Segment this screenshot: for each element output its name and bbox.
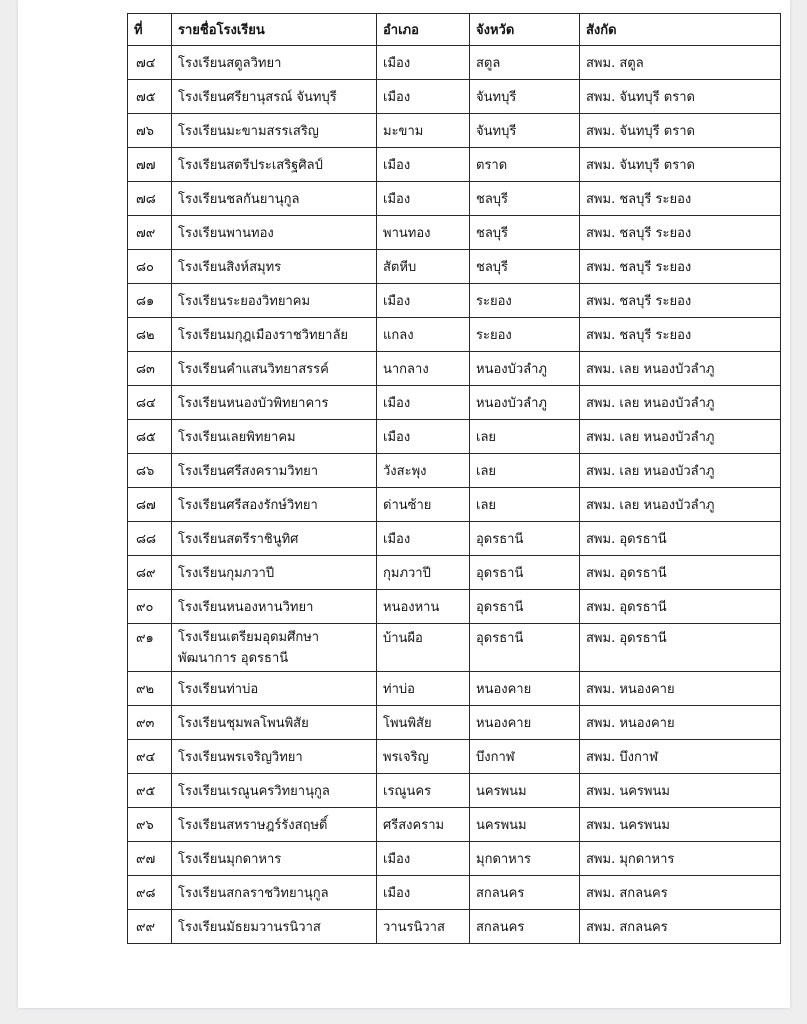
school-name-cell: โรงเรียนสหราษฎร์รังสฤษดิ์: [172, 808, 377, 842]
school-name-cell: โรงเรียนชุมพลโพนพิสัย: [172, 706, 377, 740]
table-row: [128, 80, 781, 114]
affiliation-cell: สพม. นครพนม: [580, 808, 781, 842]
district-cell: เมือง: [377, 522, 470, 556]
table-row: [128, 876, 781, 910]
district-cell: หนองหาน: [377, 590, 470, 624]
school-name-cell: โรงเรียนระยองวิทยาคม: [172, 284, 377, 318]
table-row: [128, 148, 781, 182]
row-number-cell: ๙๑: [128, 624, 172, 672]
table-row: [128, 182, 781, 216]
affiliation-cell: สพม. เลย หนองบัวลำภู: [580, 386, 781, 420]
district-cell: วังสะพุง: [377, 454, 470, 488]
affiliation-cell: สพม. อุดรธานี: [580, 624, 781, 672]
district-cell: เมือง: [377, 80, 470, 114]
affiliation-cell: สพม. สกลนคร: [580, 910, 781, 944]
affiliation-cell: สพม. อุดรธานี: [580, 522, 781, 556]
row-number-cell: ๙๘: [128, 876, 172, 910]
affiliation-cell: สพม. เลย หนองบัวลำภู: [580, 488, 781, 522]
affiliation-cell: สพม. หนองคาย: [580, 706, 781, 740]
header-province: จังหวัด: [470, 14, 580, 46]
school-table: [127, 13, 781, 944]
district-cell: เมือง: [377, 386, 470, 420]
affiliation-cell: สพม. สตูล: [580, 46, 781, 80]
province-cell: เลย: [470, 420, 580, 454]
province-cell: นครพนม: [470, 774, 580, 808]
school-name-cell: โรงเรียนพานทอง: [172, 216, 377, 250]
row-number-cell: ๙๒: [128, 672, 172, 706]
school-name-cell: โรงเรียนหนองบัวพิทยาคาร: [172, 386, 377, 420]
province-cell: หนองคาย: [470, 672, 580, 706]
table-row: [128, 624, 781, 672]
district-cell: ท่าบ่อ: [377, 672, 470, 706]
affiliation-cell: สพม. ชลบุรี ระยอง: [580, 216, 781, 250]
row-number-cell: ๘๑: [128, 284, 172, 318]
province-cell: หนองบัวลำภู: [470, 386, 580, 420]
table-row: [128, 488, 781, 522]
district-cell: บ้านผือ: [377, 624, 470, 672]
row-number-cell: ๙๙: [128, 910, 172, 944]
table-row: [128, 808, 781, 842]
table-body: [128, 46, 781, 944]
province-cell: ชลบุรี: [470, 250, 580, 284]
table-row: [128, 740, 781, 774]
affiliation-cell: สพม. เลย หนองบัวลำภู: [580, 420, 781, 454]
affiliation-cell: สพม. ชลบุรี ระยอง: [580, 284, 781, 318]
school-name-cell: โรงเรียนศรียานุสรณ์ จันทบุรี: [172, 80, 377, 114]
affiliation-cell: สพม. บึงกาฬ: [580, 740, 781, 774]
district-cell: เรณูนคร: [377, 774, 470, 808]
school-name-cell: โรงเรียนเตรียมอุดมศึกษาพัฒนาการ อุดรธานี: [172, 624, 377, 672]
table-row: [128, 774, 781, 808]
school-name-cell: โรงเรียนมัธยมวานรนิวาส: [172, 910, 377, 944]
row-number-cell: ๘๕: [128, 420, 172, 454]
table-row: [128, 522, 781, 556]
province-cell: บึงกาฬ: [470, 740, 580, 774]
table-header-row: [128, 14, 781, 46]
row-number-cell: ๘๓: [128, 352, 172, 386]
header-school: รายชื่อโรงเรียน: [172, 14, 377, 46]
row-number-cell: ๘๖: [128, 454, 172, 488]
row-number-cell: ๗๙: [128, 216, 172, 250]
school-name-cell: โรงเรียนศรีสองรักษ์วิทยา: [172, 488, 377, 522]
table-row: [128, 352, 781, 386]
district-cell: ศรีสงคราม: [377, 808, 470, 842]
row-number-cell: ๘๒: [128, 318, 172, 352]
row-number-cell: ๘๘: [128, 522, 172, 556]
province-cell: ระยอง: [470, 284, 580, 318]
school-name-cell: โรงเรียนมุกดาหาร: [172, 842, 377, 876]
affiliation-cell: สพม. ชลบุรี ระยอง: [580, 250, 781, 284]
table-row: [128, 250, 781, 284]
district-cell: โพนพิสัย: [377, 706, 470, 740]
school-name-cell: โรงเรียนพรเจริญวิทยา: [172, 740, 377, 774]
province-cell: จันทบุรี: [470, 114, 580, 148]
row-number-cell: ๙๗: [128, 842, 172, 876]
table-row: [128, 910, 781, 944]
province-cell: อุดรธานี: [470, 522, 580, 556]
province-cell: จันทบุรี: [470, 80, 580, 114]
table-row: [128, 216, 781, 250]
school-name-cell: โรงเรียนสตรีราชินูทิศ: [172, 522, 377, 556]
province-cell: หนองบัวลำภู: [470, 352, 580, 386]
province-cell: มุกดาหาร: [470, 842, 580, 876]
school-name-cell: โรงเรียนกุมภวาปี: [172, 556, 377, 590]
school-name-cell: โรงเรียนสตรีประเสริฐศิลป์: [172, 148, 377, 182]
school-name-cell: โรงเรียนเลยพิทยาคม: [172, 420, 377, 454]
table-row: [128, 114, 781, 148]
district-cell: เมือง: [377, 46, 470, 80]
header-affiliation: สังกัด: [580, 14, 781, 46]
table-row: [128, 420, 781, 454]
district-cell: สัตหีบ: [377, 250, 470, 284]
province-cell: เลย: [470, 454, 580, 488]
document-page: [18, 0, 790, 1008]
table-row: [128, 706, 781, 740]
row-number-cell: ๗๔: [128, 46, 172, 80]
school-name-cell: โรงเรียนท่าบ่อ: [172, 672, 377, 706]
row-number-cell: ๙๔: [128, 740, 172, 774]
row-number-cell: ๗๘: [128, 182, 172, 216]
district-cell: เมือง: [377, 420, 470, 454]
district-cell: ด่านซ้าย: [377, 488, 470, 522]
district-cell: พานทอง: [377, 216, 470, 250]
school-name-cell: โรงเรียนสิงห์สมุทร: [172, 250, 377, 284]
district-cell: วานรนิวาส: [377, 910, 470, 944]
row-number-cell: ๘๐: [128, 250, 172, 284]
row-number-cell: ๘๙: [128, 556, 172, 590]
school-name-cell: โรงเรียนศรีสงครามวิทยา: [172, 454, 377, 488]
affiliation-cell: สพม. ชลบุรี ระยอง: [580, 318, 781, 352]
affiliation-cell: สพม. หนองคาย: [580, 672, 781, 706]
table-row: [128, 556, 781, 590]
row-number-cell: ๙๕: [128, 774, 172, 808]
province-cell: ระยอง: [470, 318, 580, 352]
district-cell: เมือง: [377, 842, 470, 876]
affiliation-cell: สพม. นครพนม: [580, 774, 781, 808]
affiliation-cell: สพม. สกลนคร: [580, 876, 781, 910]
affiliation-cell: สพม. เลย หนองบัวลำภู: [580, 454, 781, 488]
table-row: [128, 842, 781, 876]
row-number-cell: ๘๗: [128, 488, 172, 522]
affiliation-cell: สพม. ชลบุรี ระยอง: [580, 182, 781, 216]
affiliation-cell: สพม. จันทบุรี ตราด: [580, 114, 781, 148]
school-name-cell: โรงเรียนมะขามสรรเสริญ: [172, 114, 377, 148]
row-number-cell: ๙๖: [128, 808, 172, 842]
district-cell: เมือง: [377, 876, 470, 910]
district-cell: เมือง: [377, 148, 470, 182]
province-cell: อุดรธานี: [470, 590, 580, 624]
province-cell: อุดรธานี: [470, 624, 580, 672]
header-district: อำเภอ: [377, 14, 470, 46]
table-row: [128, 318, 781, 352]
affiliation-cell: สพม. มุกดาหาร: [580, 842, 781, 876]
district-cell: แกลง: [377, 318, 470, 352]
row-number-cell: ๗๖: [128, 114, 172, 148]
affiliation-cell: สพม. อุดรธานี: [580, 590, 781, 624]
province-cell: นครพนม: [470, 808, 580, 842]
school-name-cell: โรงเรียนสตูลวิทยา: [172, 46, 377, 80]
province-cell: ตราด: [470, 148, 580, 182]
province-cell: ชลบุรี: [470, 216, 580, 250]
province-cell: สตูล: [470, 46, 580, 80]
row-number-cell: ๙๐: [128, 590, 172, 624]
affiliation-cell: สพม. เลย หนองบัวลำภู: [580, 352, 781, 386]
province-cell: หนองคาย: [470, 706, 580, 740]
district-cell: พรเจริญ: [377, 740, 470, 774]
row-number-cell: ๗๕: [128, 80, 172, 114]
affiliation-cell: สพม. จันทบุรี ตราด: [580, 148, 781, 182]
province-cell: อุดรธานี: [470, 556, 580, 590]
affiliation-cell: สพม. อุดรธานี: [580, 556, 781, 590]
table-row: [128, 46, 781, 80]
province-cell: เลย: [470, 488, 580, 522]
province-cell: ชลบุรี: [470, 182, 580, 216]
school-name-cell: โรงเรียนสกลราชวิทยานุกูล: [172, 876, 377, 910]
school-name-cell: โรงเรียนคำแสนวิทยาสรรค์: [172, 352, 377, 386]
district-cell: นากลาง: [377, 352, 470, 386]
school-name-cell: โรงเรียนเรณูนครวิทยานุกูล: [172, 774, 377, 808]
district-cell: มะขาม: [377, 114, 470, 148]
district-cell: กุมภวาปี: [377, 556, 470, 590]
school-name-cell: โรงเรียนมกุฎเมืองราชวิทยาลัย: [172, 318, 377, 352]
header-no: ที่: [128, 14, 172, 46]
table-row: [128, 590, 781, 624]
table-row: [128, 284, 781, 318]
table-row: [128, 386, 781, 420]
province-cell: สกลนคร: [470, 876, 580, 910]
school-name-cell: โรงเรียนชลกันยานุกูล: [172, 182, 377, 216]
row-number-cell: ๗๗: [128, 148, 172, 182]
province-cell: สกลนคร: [470, 910, 580, 944]
row-number-cell: ๙๓: [128, 706, 172, 740]
affiliation-cell: สพม. จันทบุรี ตราด: [580, 80, 781, 114]
district-cell: เมือง: [377, 284, 470, 318]
district-cell: เมือง: [377, 182, 470, 216]
school-name-cell: โรงเรียนหนองหานวิทยา: [172, 590, 377, 624]
table-row: [128, 672, 781, 706]
table-row: [128, 454, 781, 488]
row-number-cell: ๘๔: [128, 386, 172, 420]
